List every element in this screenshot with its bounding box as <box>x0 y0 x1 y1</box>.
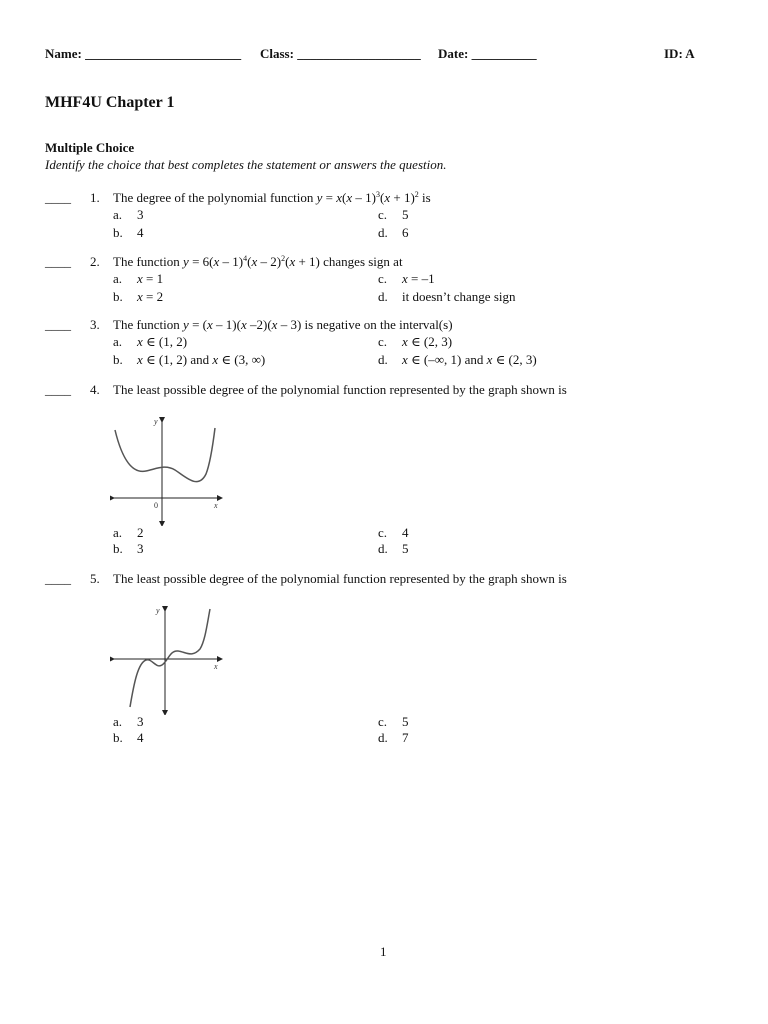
answer-blank: ____ <box>45 254 71 269</box>
option-c: c. 4 <box>378 525 409 540</box>
option-d: d. 6 <box>378 225 409 240</box>
question-number: 1. <box>90 190 100 205</box>
polynomial-graph-q5 <box>110 603 225 715</box>
question-stem: The degree of the polynomial function $y = x(x - 1)^3(x + 1)^2$ is <box>113 190 431 205</box>
question-2 <box>45 254 745 306</box>
question-stem: The least possible degree of the polynomial function represented by the graph shown is <box>113 571 567 586</box>
option-a: a. 3 <box>113 207 144 222</box>
class-field: Class: ___________________ <box>260 46 421 61</box>
question-number: 5. <box>90 571 100 586</box>
option-c: c. 5 <box>378 207 409 222</box>
question-number: 3. <box>90 317 100 332</box>
curve <box>115 428 215 482</box>
y-axis-label: y <box>156 606 160 615</box>
option-d: d. x ∈ (–∞, 1) and x ∈ (2, 3) <box>378 352 537 367</box>
y-axis-label: y <box>154 417 158 426</box>
option-a: a. x ∈ (1, 2) <box>113 334 188 349</box>
answer-blank: ____ <box>45 317 71 332</box>
question-number: 2. <box>90 254 100 269</box>
page-number: 1 <box>380 944 387 959</box>
id-label: ID: A <box>664 46 695 61</box>
option-d: d. it doesn’t change sign <box>378 289 516 304</box>
worksheet-header <box>45 46 705 64</box>
answer-blank: ____ <box>45 571 71 586</box>
option-a: a. 3 <box>113 714 144 729</box>
answer-blank: ____ <box>45 382 71 397</box>
page-title: MHF4U Chapter 1 <box>45 94 175 111</box>
option-d: d. 7 <box>378 730 409 745</box>
name-field: Name: ________________________ <box>45 46 242 61</box>
polynomial-graph-q4 <box>110 414 225 526</box>
option-b: b. x = 2 <box>113 289 164 304</box>
answer-blank: ____ <box>45 190 71 205</box>
origin-label: 0 <box>154 501 158 510</box>
question-stem: The function y = (x – 1)(x –2)(x – 3) is negative on the interval(s) <box>113 317 453 332</box>
question-stem: The least possible degree of the polynomial function represented by the graph shown is <box>113 382 567 397</box>
curve <box>130 609 210 707</box>
date-field: Date: __________ <box>438 46 537 61</box>
option-c: c. 5 <box>378 714 409 729</box>
option-d: d. 5 <box>378 541 409 556</box>
option-b: b. 4 <box>113 730 144 745</box>
option-c: c. x ∈ (2, 3) <box>378 334 453 349</box>
question-1 <box>45 190 745 242</box>
question-number: 4. <box>90 382 100 397</box>
option-a: a. x = 1 <box>113 271 164 286</box>
x-axis-label: x <box>214 662 218 671</box>
x-axis-label: x <box>214 501 218 510</box>
question-4 <box>45 382 745 562</box>
option-c: c. x = –1 <box>378 271 435 286</box>
option-b: b. x ∈ (1, 2) and x ∈ (3, ∞) <box>113 352 266 367</box>
option-b: b. 3 <box>113 541 144 556</box>
question-5 <box>45 571 745 751</box>
question-3 <box>45 317 745 369</box>
option-b: b. 4 <box>113 225 144 240</box>
option-a: a. 2 <box>113 525 144 540</box>
question-stem: The function y = 6(x – 1)$^4$(x – 2)$^2$(x + 1) changes sign at <box>113 254 403 269</box>
section-heading: Multiple Choice <box>45 140 135 155</box>
section-instructions: Identify the choice that best completes the statement or answers the question. <box>45 157 447 172</box>
